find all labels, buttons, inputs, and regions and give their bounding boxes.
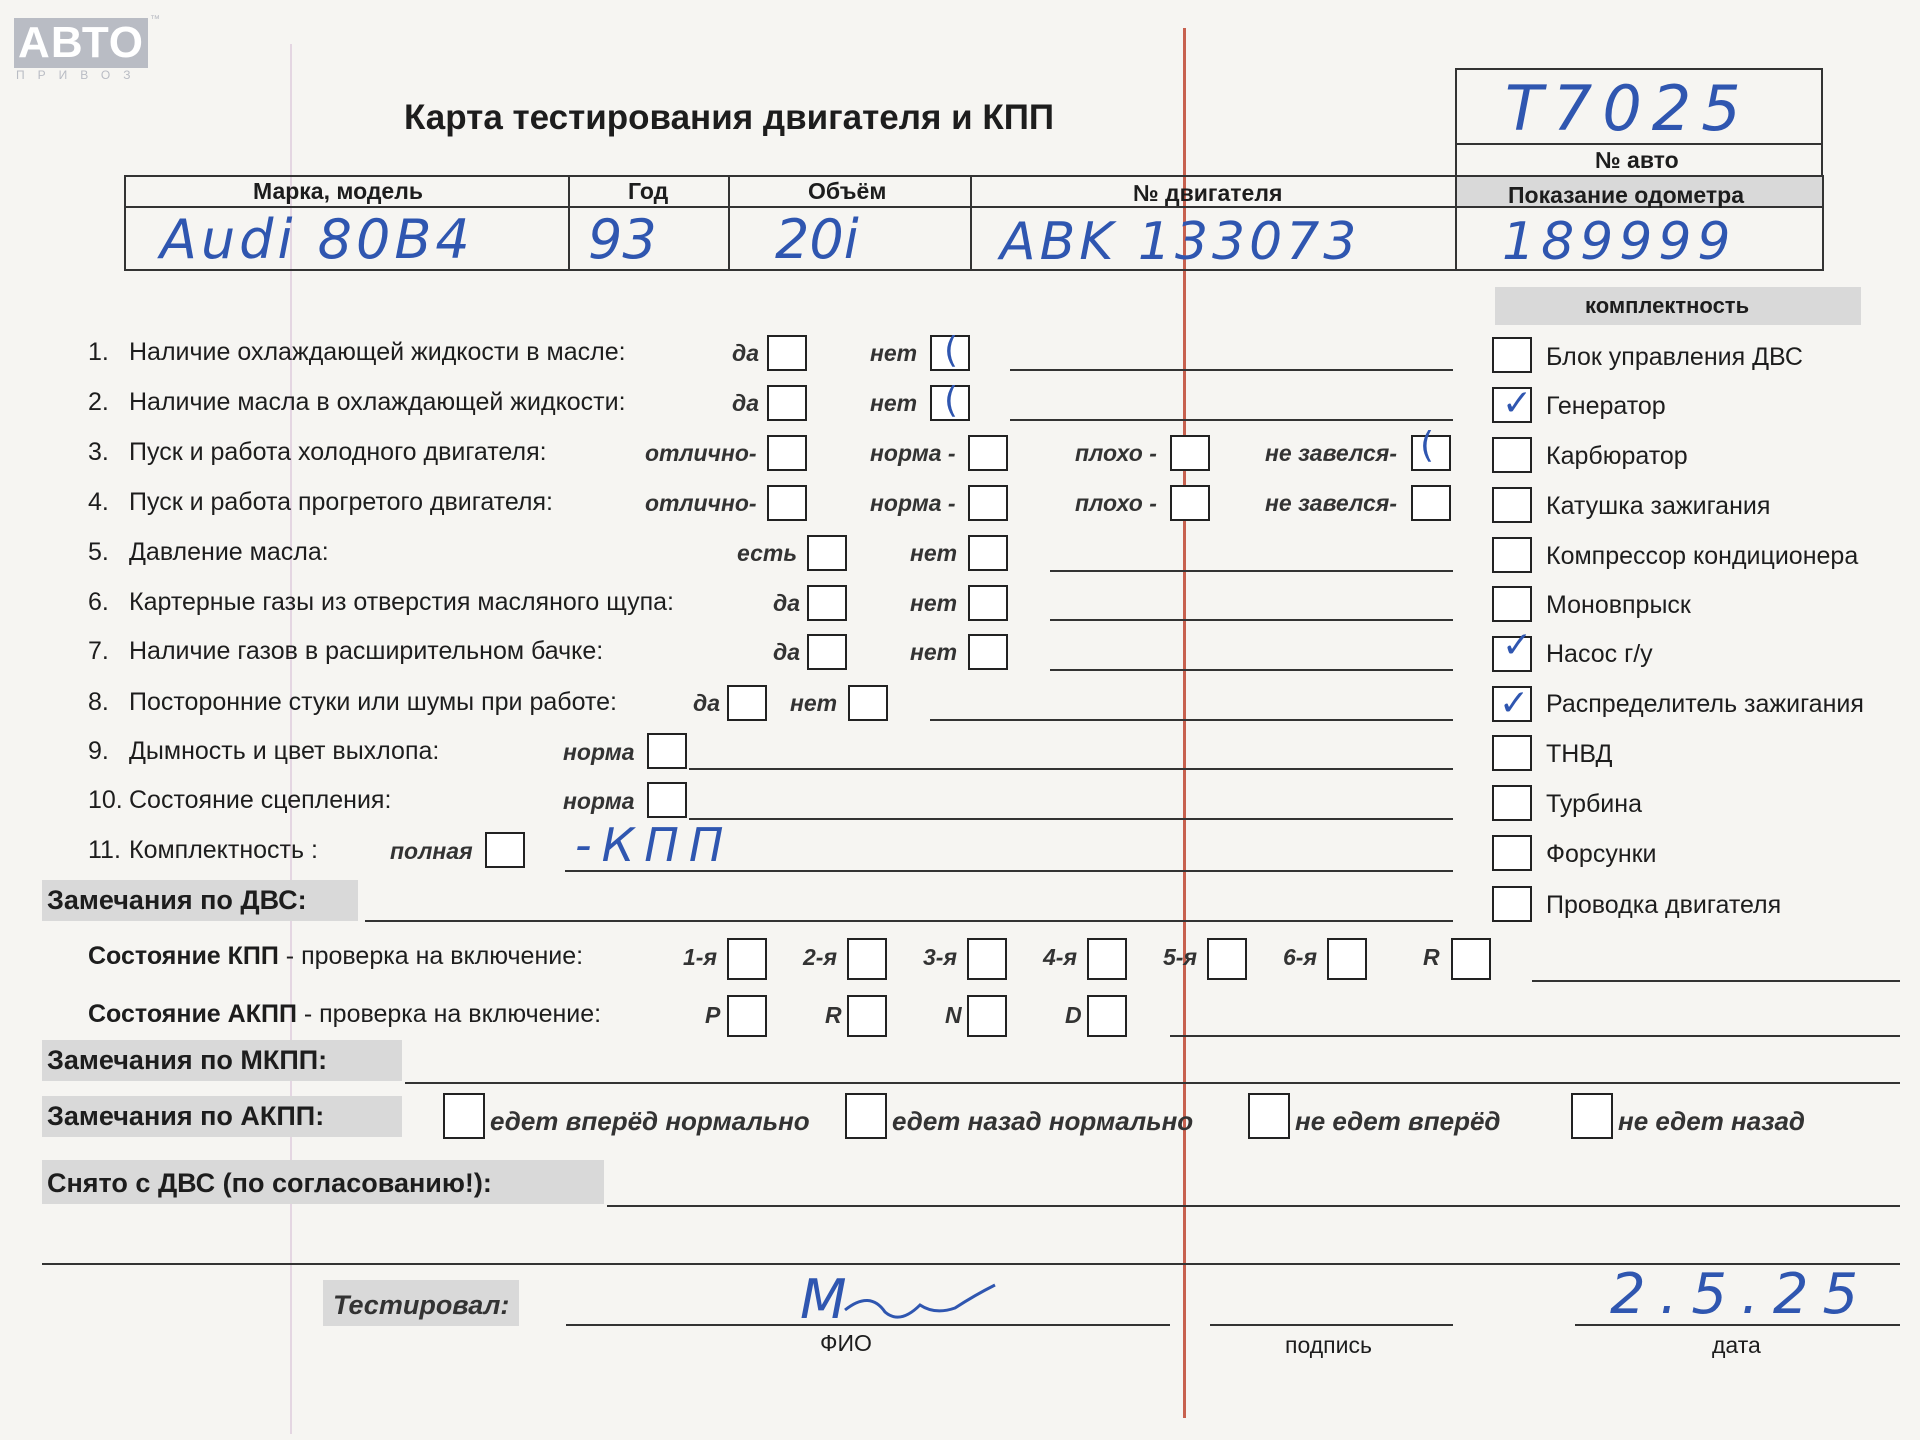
q8-yes-checkbox[interactable] (727, 685, 767, 721)
kpp-gear-6-checkbox[interactable] (1327, 938, 1367, 980)
q3-fail-mark: ( (1420, 425, 1435, 466)
akpp-back-ok-checkbox[interactable] (845, 1093, 887, 1139)
q9-note-line[interactable] (689, 768, 1453, 770)
akpp-mode-r: R (825, 1002, 842, 1028)
q6-no-checkbox[interactable] (968, 585, 1008, 621)
q8-no-checkbox[interactable] (848, 685, 888, 721)
col-make: Марка, модель (253, 178, 423, 204)
comp-turbo-checkbox[interactable] (1492, 785, 1532, 821)
kpp-note-line[interactable] (1532, 980, 1900, 982)
comp-turbo-label: Турбина (1546, 790, 1642, 818)
q1-text: Наличие охлаждающей жидкости в масле: (129, 338, 626, 366)
kpp-label-rest: - проверка на включение: (278, 942, 584, 970)
kpp-gear-2: 2-я (803, 944, 837, 970)
kpp-gear-r-checkbox[interactable] (1451, 938, 1491, 980)
page-title: Карта тестирования двигателя и КПП (404, 98, 1055, 137)
q8-note-line[interactable] (930, 719, 1453, 721)
logo: АВТО (14, 18, 148, 68)
value-make: Audi 80B4 (160, 208, 474, 271)
q5-text: Давление масла: (129, 538, 329, 566)
comp-injectors-label: Форсунки (1546, 840, 1657, 868)
comp-coil-checkbox[interactable] (1492, 487, 1532, 523)
comp-coil-label: Катушка зажигания (1546, 492, 1771, 520)
q4-text: Пуск и работа прогретого двигателя: (129, 488, 553, 516)
q10-note-line[interactable] (689, 818, 1453, 820)
akpp-mode-p-checkbox[interactable] (727, 995, 767, 1037)
q3-text: Пуск и работа холодного двигателя: (129, 438, 547, 466)
akpp-forward-fail-checkbox[interactable] (1248, 1093, 1290, 1139)
akpp-mode-n: N (945, 1002, 962, 1028)
value-engine: ABK 133073 (1000, 212, 1361, 272)
comp-pump-label: Насос г/у (1546, 640, 1653, 668)
tested-label: Тестировал: (333, 1290, 510, 1320)
completeness-title: комплектность (1585, 293, 1750, 318)
removed-line[interactable] (607, 1205, 1900, 1207)
logo-subtitle: ПРИВОЗ (16, 68, 144, 82)
akpp-forward-ok-checkbox[interactable] (443, 1093, 485, 1139)
q4-opt1: отлично- (645, 490, 757, 516)
q8-text: Посторонние стуки или шумы при работе: (129, 688, 617, 716)
q7-note-line[interactable] (1050, 669, 1453, 671)
q9-opt1: норма (563, 739, 635, 765)
q3-opt2: норма - (870, 440, 956, 466)
q11-num: 11. (88, 836, 121, 864)
q6-opt2: нет (910, 590, 958, 616)
value-volume: 20i (775, 208, 859, 271)
car-number-label: № авто (1595, 147, 1679, 173)
q11-text: Комплектность : (129, 836, 318, 864)
q1-yes-checkbox[interactable] (767, 335, 807, 371)
q3-normal-checkbox[interactable] (968, 435, 1008, 471)
remarks-engine-label: Замечания по ДВС: (47, 885, 307, 915)
comp-carb-label: Карбюратор (1546, 442, 1688, 470)
q2-text: Наличие масла в охлаждающей жидкости: (129, 388, 626, 416)
kpp-label-bold: Состояние КПП (88, 942, 279, 970)
q6-note-line[interactable] (1050, 619, 1453, 621)
comp-generator-label: Генератор (1546, 392, 1666, 420)
akpp-mode-d-checkbox[interactable] (1087, 995, 1127, 1037)
q10-normal-checkbox[interactable] (647, 782, 687, 818)
q3-opt3: плохо - (1075, 440, 1157, 466)
comp-wiring-checkbox[interactable] (1492, 886, 1532, 922)
q11-opt1: полная (390, 838, 473, 864)
kpp-gear-r: R (1423, 944, 1440, 970)
logo-tm: ™ (150, 14, 160, 25)
q4-excellent-checkbox[interactable] (767, 485, 807, 521)
tester-scribble (840, 1280, 1000, 1330)
q7-yes-checkbox[interactable] (807, 634, 847, 670)
q3-opt1: отлично- (645, 440, 757, 466)
q8-num: 8. (88, 688, 109, 716)
akpp-label (88, 1000, 601, 1029)
q9-text: Дымность и цвет выхлопа: (129, 737, 440, 765)
akpp-label-rest: - проверка на включение: (296, 1000, 602, 1028)
q11-note: -КПП (575, 818, 734, 872)
removed-label: Снято с ДВС (по согласованию!): (47, 1168, 492, 1198)
kpp-gear-2-checkbox[interactable] (847, 938, 887, 980)
col-sep-3 (970, 175, 972, 271)
akpp-label-bold: Состояние АКПП (88, 1000, 297, 1028)
kpp-gear-5: 5-я (1163, 944, 1197, 970)
q1-note-line[interactable] (1010, 369, 1453, 371)
comp-ecu-label: Блок управления ДВС (1546, 343, 1803, 371)
akpp-note-line[interactable] (1170, 1035, 1900, 1037)
q5-num: 5. (88, 538, 109, 566)
q6-opt1: да (773, 590, 801, 616)
akpp-back-fail-label: не едет назад (1618, 1106, 1806, 1136)
q2-num: 2. (88, 388, 109, 416)
q6-text: Картерные газы из отверстия масляного щупа: (129, 588, 674, 616)
q5-yes-checkbox[interactable] (807, 535, 847, 571)
akpp-back-fail-checkbox[interactable] (1571, 1093, 1613, 1139)
q9-normal-checkbox[interactable] (647, 733, 687, 769)
q6-num: 6. (88, 588, 109, 616)
q2-note-line[interactable] (1010, 419, 1453, 421)
col-odometer: Показание одометра (1508, 182, 1744, 208)
q1-opt2: нет (870, 340, 918, 366)
q5-opt1: есть (737, 540, 797, 566)
comp-pump-mark: ✓ (1502, 625, 1533, 666)
kpp-gear-5-checkbox[interactable] (1207, 938, 1247, 980)
col-sep-1 (568, 175, 570, 271)
signature-label: подпись (1285, 1332, 1372, 1358)
comp-distributor-mark: ✓ (1499, 683, 1530, 724)
car-number-value: Т7025 (1505, 72, 1751, 145)
comp-injectors-checkbox[interactable] (1492, 835, 1532, 871)
q3-bad-checkbox[interactable] (1170, 435, 1210, 471)
akpp-mode-p: P (705, 1002, 721, 1028)
remarks-mkpp-label: Замечания по МКПП: (47, 1045, 328, 1075)
date-label: дата (1712, 1332, 1761, 1358)
q1-num: 1. (88, 338, 109, 366)
comp-generator-mark: ✓ (1502, 383, 1533, 424)
col-sep-2 (728, 175, 730, 271)
date-value: 2.5.25 (1610, 1262, 1873, 1327)
signature-line[interactable] (1210, 1324, 1453, 1326)
akpp-forward-fail-label: не едет вперёд (1295, 1106, 1501, 1136)
q9-num: 9. (88, 737, 109, 765)
comp-mono-label: Моновпрыск (1546, 591, 1691, 619)
q4-bad-checkbox[interactable] (1170, 485, 1210, 521)
comp-carb-checkbox[interactable] (1492, 437, 1532, 473)
kpp-gear-4: 4-я (1043, 944, 1077, 970)
akpp-mode-r-checkbox[interactable] (847, 995, 887, 1037)
comp-wiring-label: Проводка двигателя (1546, 891, 1782, 919)
q4-opt3: плохо - (1075, 490, 1157, 516)
q10-num: 10. (88, 786, 123, 814)
q4-num: 4. (88, 488, 109, 516)
q7-opt1: да (773, 639, 801, 665)
date-line[interactable] (1575, 1324, 1900, 1326)
tester-name-scribble: M (800, 1268, 847, 1331)
col-year: Год (628, 178, 669, 204)
comp-ecu-checkbox[interactable] (1492, 337, 1532, 373)
akpp-mode-n-checkbox[interactable] (967, 995, 1007, 1037)
kpp-gear-1: 1-я (683, 944, 717, 970)
col-engine: № двигателя (1133, 180, 1283, 206)
q4-normal-checkbox[interactable] (968, 485, 1008, 521)
q4-opt4: не завелся- (1265, 490, 1397, 516)
kpp-gear-1-checkbox[interactable] (727, 938, 767, 980)
q2-opt1: да (732, 390, 760, 416)
q11-full-checkbox[interactable] (485, 832, 525, 868)
fio-line[interactable] (566, 1324, 1170, 1326)
q5-no-checkbox[interactable] (968, 535, 1008, 571)
q10-text: Состояние сцепления: (129, 786, 392, 814)
q3-opt4: не завелся- (1265, 440, 1397, 466)
q2-no-mark: ( (944, 380, 959, 421)
q6-yes-checkbox[interactable] (807, 585, 847, 621)
akpp-mode-d: D (1065, 1002, 1082, 1028)
q3-num: 3. (88, 438, 109, 466)
q5-note-line[interactable] (1050, 570, 1453, 572)
q7-text: Наличие газов в расширительном бачке: (129, 637, 604, 665)
q1-opt1: да (732, 340, 760, 366)
q7-no-checkbox[interactable] (968, 634, 1008, 670)
kpp-gear-4-checkbox[interactable] (1087, 938, 1127, 980)
comp-ac-checkbox[interactable] (1492, 537, 1532, 573)
q2-yes-checkbox[interactable] (767, 385, 807, 421)
q7-num: 7. (88, 637, 109, 665)
q2-opt2: нет (870, 390, 918, 416)
q4-fail-checkbox[interactable] (1411, 485, 1451, 521)
comp-ac-label: Компрессор кондиционера (1546, 542, 1859, 570)
comp-tnvd-checkbox[interactable] (1492, 735, 1532, 771)
q10-opt1: норма (563, 788, 635, 814)
kpp-gear-6: 6-я (1283, 944, 1317, 970)
remarks-mkpp-line[interactable] (405, 1082, 1900, 1084)
akpp-back-ok-label: едет назад нормально (892, 1106, 1194, 1136)
q4-opt2: норма - (870, 490, 956, 516)
q5-opt2: нет (910, 540, 958, 566)
col-volume: Объём (808, 178, 887, 204)
comp-mono-checkbox[interactable] (1492, 586, 1532, 622)
fio-label: ФИО (820, 1330, 872, 1356)
akpp-forward-ok-label: едет вперёд нормально (490, 1106, 810, 1136)
q3-excellent-checkbox[interactable] (767, 435, 807, 471)
remarks-engine-line[interactable] (365, 920, 1453, 922)
remarks-akpp-label: Замечания по АКПП: (47, 1101, 325, 1131)
q1-no-mark: ( (944, 330, 959, 371)
kpp-gear-3-checkbox[interactable] (967, 938, 1007, 980)
q7-opt2: нет (910, 639, 958, 665)
q8-opt2: нет (790, 690, 838, 716)
value-odometer: 189999 (1502, 212, 1737, 272)
value-year: 93 (588, 208, 657, 271)
q8-opt1: да (693, 690, 721, 716)
comp-distributor-label: Распределитель зажигания (1546, 690, 1864, 718)
comp-tnvd-label: ТНВД (1546, 740, 1613, 768)
q11-note-line[interactable] (565, 870, 1453, 872)
kpp-gear-3: 3-я (923, 944, 957, 970)
kpp-label (88, 942, 583, 971)
